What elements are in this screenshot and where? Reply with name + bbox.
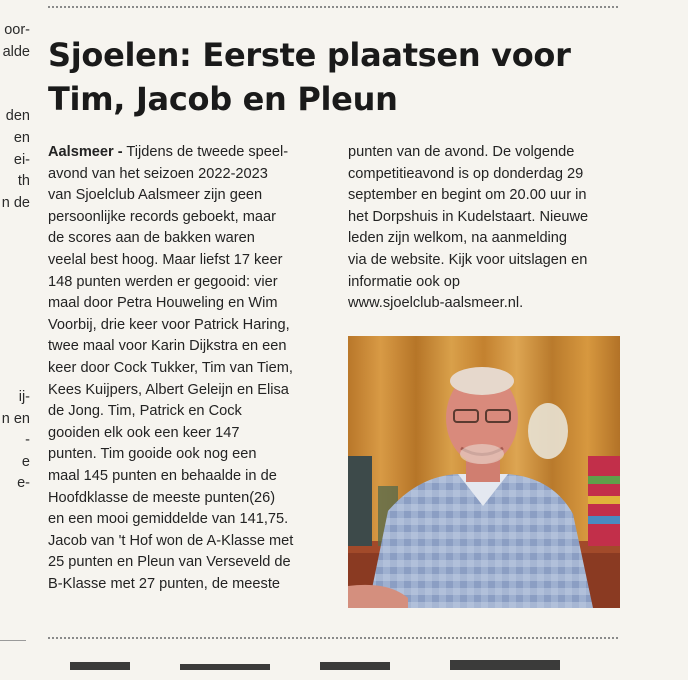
text-line: Jacob van 't Hof won de A-Klasse met bbox=[48, 532, 294, 549]
first-line bbox=[48, 142, 330, 164]
text-line: via de website. Kijk voor uitslagen en bbox=[348, 251, 588, 268]
text-line: keer door Cock Tukker, Tim van Tiem, bbox=[48, 359, 293, 376]
fragment-line: en bbox=[13, 129, 30, 146]
fragment-line bbox=[0, 279, 30, 301]
fragment-line bbox=[0, 322, 30, 344]
fragment-line: ei- bbox=[13, 151, 30, 168]
text-line: www.sjoelclub-aalsmeer.nl. bbox=[348, 295, 524, 312]
text-line: het Dorpshuis in Kudelstaart. Nieuwe bbox=[348, 208, 589, 225]
text-line: september en begint om 20.00 uur in bbox=[348, 187, 587, 204]
text-line: veelal best hoog. Maar liefst 17 keer bbox=[48, 251, 283, 268]
bottom-rule bbox=[48, 637, 618, 639]
text-line: punten van de avond. De volgende bbox=[348, 144, 575, 160]
text-line: gooiden elk ook een keer 147 bbox=[48, 424, 240, 441]
text-line: en een mooi gemiddelde van 141,75. bbox=[48, 511, 289, 528]
left-bottom-rule bbox=[0, 640, 26, 641]
text-line: twee maal voor Karin Dijkstra en een bbox=[48, 338, 287, 355]
article-headline bbox=[48, 33, 648, 121]
fragment-line bbox=[0, 344, 30, 366]
text-line: de scores aan de bakken waren bbox=[48, 230, 255, 247]
text-line: B-Klasse met 27 punten, de meeste bbox=[48, 575, 281, 592]
top-rule bbox=[48, 6, 618, 8]
headline-line-2: Tim, Jacob en Pleun bbox=[48, 80, 398, 118]
fragment-line: e bbox=[21, 453, 30, 470]
text-line: Voorbij, drie keer voor Patrick Haring, bbox=[48, 316, 290, 333]
photo-illustration bbox=[348, 336, 620, 608]
text-line: leden zijn welkom, na aanmelding bbox=[348, 230, 568, 247]
text-line: informatie ook op bbox=[348, 273, 460, 290]
fragment-line: oor- bbox=[4, 22, 30, 38]
text-line: 148 punten werden er gegooid: vier bbox=[48, 273, 278, 290]
text-line: maal 145 punten en behaalde in de bbox=[48, 467, 277, 484]
text-line: van Sjoelclub Aalsmeer zijn geen bbox=[48, 187, 263, 204]
fragment-line bbox=[0, 258, 30, 280]
fragment-line: th bbox=[17, 173, 30, 190]
fragment-line: n de bbox=[1, 194, 30, 211]
fragment-line bbox=[0, 63, 30, 85]
cut-off-headline-tops bbox=[60, 650, 620, 680]
fragment-line bbox=[0, 214, 30, 236]
text-line: punten. Tim gooide ook nog een bbox=[48, 446, 257, 463]
fragment-line: e- bbox=[17, 475, 30, 492]
fragment-line: n en bbox=[1, 410, 30, 427]
text-line: avond van het seizoen 2022-2023 bbox=[48, 165, 268, 182]
fragment-line bbox=[0, 366, 30, 388]
text-line: competitieavond is op donderdag 29 bbox=[348, 165, 584, 182]
fragment-line: - bbox=[25, 432, 30, 449]
fragment-line bbox=[0, 301, 30, 323]
fragment-line: ij- bbox=[18, 389, 30, 406]
adjacent-column-fragment bbox=[0, 20, 30, 640]
fragment-line bbox=[0, 85, 30, 107]
text-line: maal door Petra Houweling en Wim bbox=[48, 295, 278, 312]
fragment-line bbox=[0, 236, 30, 258]
article-column-1 bbox=[48, 142, 330, 595]
headline-line-1: Sjoelen: Eerste plaatsen voor bbox=[48, 36, 571, 74]
text-line: Hoofdklasse de meeste punten(26) bbox=[48, 489, 276, 506]
fragment-line bbox=[0, 495, 30, 517]
text-line: Kees Kuijpers, Albert Geleijn en Elisa bbox=[48, 381, 289, 398]
text-line: 25 punten en Pleun van Verseveld de bbox=[48, 554, 291, 571]
fragment-line: den bbox=[5, 108, 30, 125]
fragment-line bbox=[0, 517, 30, 539]
dateline-place: Aalsmeer - bbox=[48, 144, 123, 160]
text-line: persoonlijke records geboekt, maar bbox=[48, 208, 276, 225]
first-line-text: Tijdens de tweede speel- bbox=[122, 144, 289, 160]
article-photo bbox=[348, 336, 620, 608]
next-headline-fragment bbox=[60, 650, 620, 680]
fragment-line: alde bbox=[2, 43, 30, 60]
article-column-2 bbox=[348, 142, 623, 315]
text-line: de Jong. Tim, Patrick en Cock bbox=[48, 403, 242, 420]
